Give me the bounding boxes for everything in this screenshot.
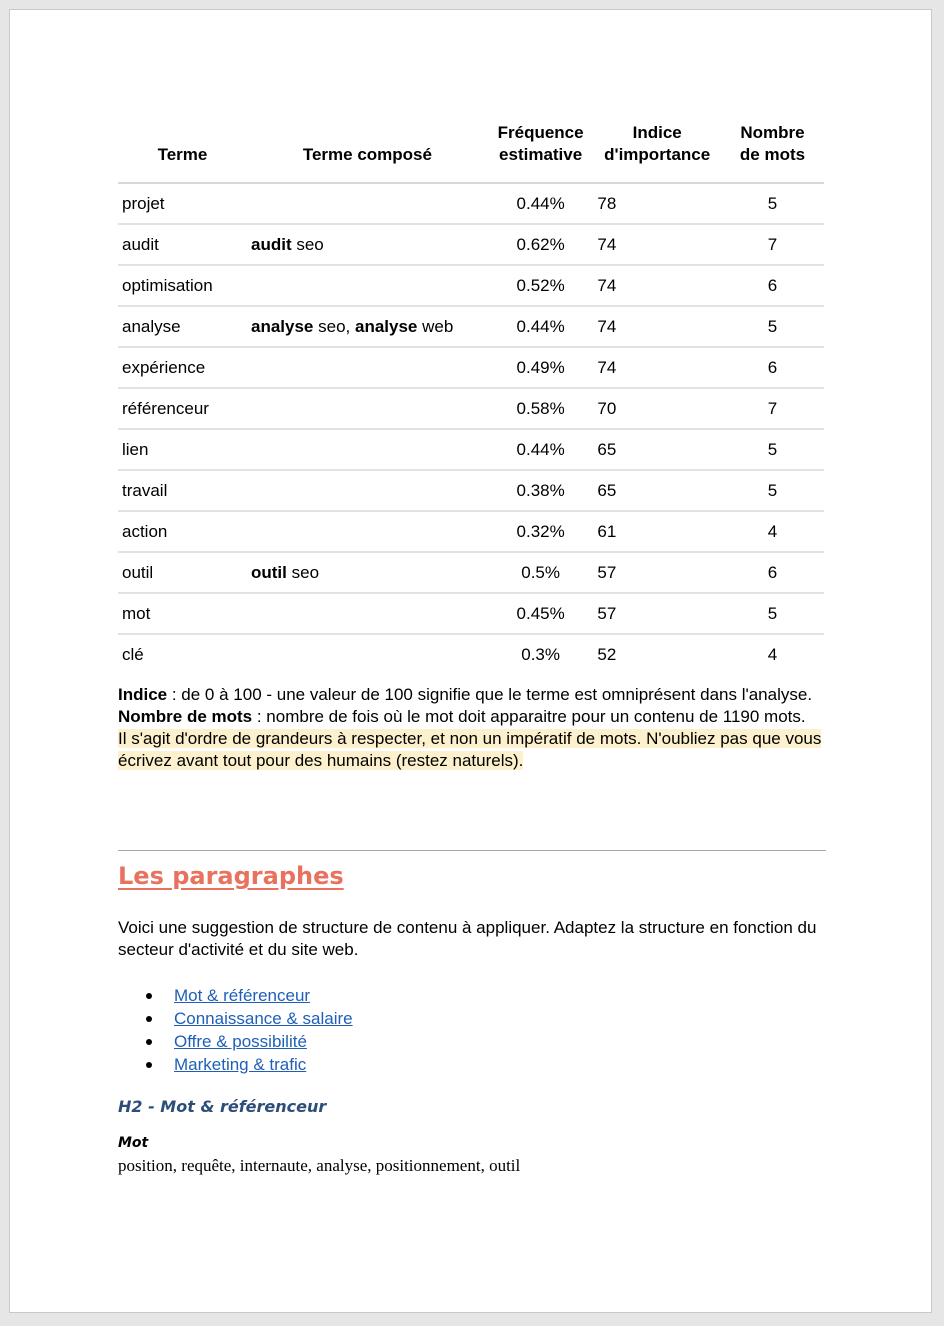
cell-word-count: 4 xyxy=(767,644,778,664)
outline-link-offre-possibilite[interactable]: Offre & possibilité xyxy=(174,1032,307,1051)
cell-compound-term xyxy=(247,306,488,347)
table-row xyxy=(118,347,824,388)
cell-importance: 65 xyxy=(593,470,721,511)
note-count-label: Nombre de mots xyxy=(118,707,253,726)
keyword-table xyxy=(118,122,824,674)
list-item xyxy=(174,1030,353,1053)
outline-link-connaissance-salaire[interactable]: Connaissance & salaire xyxy=(174,1009,353,1028)
header-frequency-line1: Fréquence xyxy=(497,123,584,142)
cell-term: outil xyxy=(118,552,247,593)
header-importance-line2: d'importance xyxy=(604,145,711,164)
cell-word-count: 5 xyxy=(721,306,824,347)
header-word-count-line1: Nombre xyxy=(740,123,805,142)
outline-link-marketing-trafic[interactable]: Marketing & trafic xyxy=(174,1055,307,1074)
cell-term: analyse xyxy=(118,306,247,347)
cell-importance: 70 xyxy=(593,388,721,429)
table-body xyxy=(118,183,824,674)
h2-heading: H2 - Mot & référenceur xyxy=(118,1097,327,1116)
cell-compound-term xyxy=(247,511,488,552)
table-row xyxy=(118,593,824,634)
header-importance xyxy=(593,122,721,183)
cell-compound-term xyxy=(247,183,488,224)
cell-term: expérience xyxy=(118,347,247,388)
list-item xyxy=(174,1053,353,1076)
cell-term: action xyxy=(118,511,247,552)
cell-compound-term xyxy=(247,347,488,388)
cell-frequency: 0.38% xyxy=(488,470,594,511)
cell-term: clé xyxy=(122,644,144,664)
cell-frequency: 0.52% xyxy=(488,265,594,306)
note-index xyxy=(118,684,826,706)
cell-frequency: 0.44% xyxy=(488,429,594,470)
cell-term: travail xyxy=(118,470,247,511)
table-row xyxy=(118,429,824,470)
cell-frequency: 0.44% xyxy=(488,183,594,224)
cell-word-count: 6 xyxy=(721,347,824,388)
outline-link-mot-referenceur[interactable]: Mot & référenceur xyxy=(174,986,311,1005)
note-index-text: : de 0 à 100 - une valeur de 100 signifie que le terme est omniprésent dans l'analyse. xyxy=(167,685,813,704)
cell-compound-term xyxy=(247,634,488,674)
cell-word-count: 5 xyxy=(721,183,824,224)
table-row xyxy=(118,388,824,429)
table-row xyxy=(118,183,824,224)
cell-compound-term xyxy=(247,265,488,306)
cell-term: optimisation xyxy=(118,265,247,306)
cell-importance: 78 xyxy=(593,183,721,224)
h3-heading: Mot xyxy=(118,1135,149,1151)
note-highlight xyxy=(118,728,826,772)
table-row xyxy=(118,634,824,674)
compound-term-suffix: seo xyxy=(286,562,320,582)
table-row xyxy=(118,265,824,306)
cell-word-count: 7 xyxy=(721,224,824,265)
cell-compound-term xyxy=(247,552,488,593)
cell-frequency: 0.58% xyxy=(488,388,594,429)
outline-list xyxy=(118,984,353,1076)
cell-importance: 74 xyxy=(593,265,721,306)
list-item xyxy=(174,1007,353,1030)
cell-word-count: 5 xyxy=(721,593,824,634)
cell-importance: 57 xyxy=(593,593,721,634)
cell-term: référenceur xyxy=(118,388,247,429)
compound-term-bold: analyse xyxy=(251,316,314,336)
cell-compound-term xyxy=(247,470,488,511)
header-importance-line1: Indice xyxy=(632,123,682,142)
note-count-text: : nombre de fois où le mot doit apparaitre pour un contenu de 1190 mots. xyxy=(252,707,806,726)
header-word-count xyxy=(721,122,824,183)
section-intro: Voici une suggestion de structure de contenu à appliquer. Adaptez la structure en fonction du secteur d'activité et du site web. xyxy=(118,918,817,959)
cell-frequency: 0.49% xyxy=(488,347,594,388)
cell-importance: 65 xyxy=(593,429,721,470)
cell-word-count: 6 xyxy=(721,265,824,306)
cell-importance: 74 xyxy=(593,224,721,265)
compound-term-suffix: seo, xyxy=(313,316,355,336)
cell-term: lien xyxy=(118,429,247,470)
keyword-list: position, requête, internaute, analyse, positionnement, outil xyxy=(118,1156,521,1175)
note-index-label: Indice xyxy=(118,685,168,704)
document-page xyxy=(9,9,932,1313)
cell-importance: 74 xyxy=(593,347,721,388)
table-notes xyxy=(118,684,826,772)
highlighted-text: Il s'agit d'ordre de grandeurs à respecter, et non un impératif de mots. N'oubliez pas que vous écrivez avant tout pour des humains (restez naturels). xyxy=(118,729,822,770)
cell-frequency: 0.62% xyxy=(488,224,594,265)
section-title: Les paragraphes xyxy=(118,862,344,890)
cell-importance: 57 xyxy=(593,552,721,593)
cell-compound-term xyxy=(247,224,488,265)
cell-word-count: 4 xyxy=(721,511,824,552)
header-frequency-line2: estimative xyxy=(499,145,583,164)
cell-frequency: 0.3% xyxy=(521,644,560,664)
cell-compound-term xyxy=(247,429,488,470)
cell-term: projet xyxy=(118,183,247,224)
table-header-row xyxy=(118,122,824,183)
table-row xyxy=(118,224,824,265)
cell-compound-term xyxy=(247,593,488,634)
cell-compound-term xyxy=(247,388,488,429)
cell-word-count: 6 xyxy=(721,552,824,593)
compound-term-bold: audit xyxy=(251,234,292,254)
cell-term: audit xyxy=(118,224,247,265)
cell-word-count: 5 xyxy=(721,470,824,511)
table-row xyxy=(118,511,824,552)
cell-frequency: 0.44% xyxy=(488,306,594,347)
cell-importance: 74 xyxy=(593,306,721,347)
table-row xyxy=(118,306,824,347)
header-compound-term: Terme composé xyxy=(247,122,488,183)
compound-term-suffix: seo xyxy=(291,234,324,254)
cell-term: mot xyxy=(118,593,247,634)
compound-term-bold: analyse xyxy=(354,316,418,336)
compound-term-suffix: web xyxy=(417,316,454,336)
header-term: Terme xyxy=(118,122,247,183)
table-row xyxy=(118,552,824,593)
cell-frequency: 0.32% xyxy=(488,511,594,552)
note-word-count xyxy=(118,706,826,728)
cell-frequency: 0.45% xyxy=(488,593,594,634)
table-row xyxy=(118,470,824,511)
cell-word-count: 5 xyxy=(721,429,824,470)
cell-importance: 52 xyxy=(597,644,617,664)
compound-term-bold: outil xyxy=(251,562,287,582)
list-item xyxy=(174,984,353,1007)
cell-importance: 61 xyxy=(593,511,721,552)
cell-word-count: 7 xyxy=(721,388,824,429)
cell-frequency: 0.5% xyxy=(488,552,594,593)
header-frequency xyxy=(488,122,594,183)
divider xyxy=(118,850,826,851)
header-word-count-line2: de mots xyxy=(739,145,806,164)
